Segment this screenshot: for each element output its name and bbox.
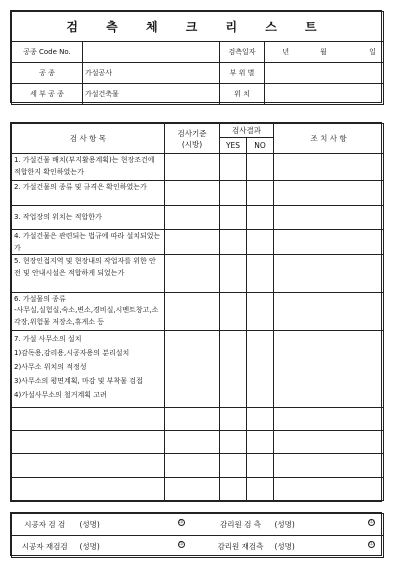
date-day-label: 일: [369, 48, 376, 56]
yes-cell[interactable]: [220, 205, 247, 229]
check-item: 1. 가설건물 배치(부지활용계획)는 현장조건에 적합한지 확인하였는가: [12, 154, 165, 180]
criteria-cell[interactable]: [165, 407, 220, 430]
seal-icon: 印: [178, 542, 184, 547]
contractor-reinspect-name[interactable]: [78, 536, 189, 558]
date-month-label: 월: [320, 48, 327, 56]
name-placeholder: (성명): [274, 520, 295, 529]
yes-cell[interactable]: [220, 431, 247, 454]
yes-cell[interactable]: [220, 255, 247, 292]
criteria-cell[interactable]: [165, 205, 220, 229]
yes-cell[interactable]: [220, 454, 247, 477]
action-cell[interactable]: [274, 407, 384, 430]
col-result-header: 검사결과: [220, 124, 274, 138]
table-row: [12, 292, 384, 330]
criteria-cell[interactable]: [165, 292, 220, 330]
document-title: 검 측 체 크 리 스 트: [12, 12, 384, 42]
table-row: [12, 407, 384, 430]
table-row: [12, 205, 384, 229]
no-cell[interactable]: [247, 292, 274, 330]
criteria-cell[interactable]: [165, 154, 220, 180]
seal-icon: 印: [369, 542, 374, 547]
name-placeholder: (성명): [79, 520, 100, 529]
signature-table: [11, 513, 384, 558]
check-item: 5. 현장인접지역 및 현장내의 작업자를 위한 안전 및 안내시설은 적합하게 되었는가: [12, 255, 165, 292]
yes-cell[interactable]: [220, 154, 247, 180]
criteria-cell[interactable]: [165, 454, 220, 477]
no-cell[interactable]: [247, 454, 274, 477]
supervisor-inspect-label: 감리원 검 측: [209, 514, 273, 536]
work-code-label: 공종 Code No.: [12, 42, 83, 63]
action-cell[interactable]: [274, 255, 384, 292]
checklist-table: [11, 123, 384, 501]
contractor-inspect-label: 시공자 검 검: [12, 514, 78, 536]
table-row: [12, 431, 384, 454]
yes-cell[interactable]: [220, 230, 247, 255]
criteria-cell[interactable]: [165, 180, 220, 205]
yes-cell[interactable]: [220, 407, 247, 430]
supervisor-inspect-name[interactable]: [273, 514, 384, 536]
yes-cell[interactable]: [220, 331, 247, 408]
spacer: [189, 536, 209, 558]
contractor-reinspect-label: 시공자 재검검: [12, 536, 78, 558]
work-type-label: 공 종: [12, 63, 83, 84]
supervisor-reinspect-label: 감리원 재검측: [209, 536, 273, 558]
yes-cell[interactable]: [220, 292, 247, 330]
table-row: [12, 454, 384, 477]
criteria-cell[interactable]: [165, 431, 220, 454]
header-section: [10, 10, 382, 103]
location-detail-value[interactable]: [265, 63, 384, 84]
yes-cell[interactable]: [220, 180, 247, 205]
check-item: 4. 가설건물은 관련되는 법규에 따라 설치되었는가: [12, 230, 165, 255]
col-no-header: NO: [247, 138, 274, 154]
check-item: [12, 454, 165, 477]
check-item: 3. 작업장의 위치는 적합한가: [12, 205, 165, 229]
action-cell[interactable]: [274, 477, 384, 500]
supervisor-reinspect-name[interactable]: [273, 536, 384, 558]
seal-icon: 印: [369, 520, 374, 525]
no-cell[interactable]: [247, 431, 274, 454]
work-type-value[interactable]: 가설공사: [83, 63, 220, 84]
action-cell[interactable]: [274, 205, 384, 229]
table-row: [12, 255, 384, 292]
check-item: [12, 407, 165, 430]
col-yes-header: YES: [220, 138, 247, 154]
col-action-header: 조 치 사 항: [274, 124, 384, 154]
checklist-section: [10, 122, 382, 502]
sub-work-label: 세 부 공 종: [12, 84, 83, 105]
action-cell[interactable]: [274, 230, 384, 255]
criteria-cell[interactable]: [165, 230, 220, 255]
check-item: [12, 477, 165, 500]
signature-section: [10, 512, 382, 556]
inspection-date-value[interactable]: [265, 42, 384, 63]
action-cell[interactable]: [274, 180, 384, 205]
col-items-header: 검 사 항 목: [12, 124, 165, 154]
col-criteria-header: 검사기준 (시방): [165, 124, 220, 154]
location-detail-label: 부 위 별: [220, 63, 265, 84]
seal-icon: 印: [178, 520, 184, 525]
sub-work-value[interactable]: 가설건축물: [83, 84, 220, 105]
criteria-cell[interactable]: [165, 255, 220, 292]
criteria-cell[interactable]: [165, 331, 220, 408]
criteria-cell[interactable]: [165, 477, 220, 500]
table-row: [12, 230, 384, 255]
work-code-value[interactable]: [83, 42, 220, 63]
action-cell[interactable]: [274, 454, 384, 477]
check-item: 2. 가설건물의 종류 및 규격은 확인하였는가: [12, 180, 165, 205]
check-item: [12, 431, 165, 454]
name-placeholder: (성명): [274, 542, 295, 551]
no-cell[interactable]: [247, 154, 274, 180]
no-cell[interactable]: [247, 180, 274, 205]
spacer: [189, 514, 209, 536]
header-table: [11, 11, 384, 105]
check-item: 7. 가설 사무소의 설치 1)감독용,감리용,시공자용의 분리설치 2)사무소 위치의 적정성 3)사무소의 평면계획, 마감 및 부착물 검접 4)가설사무소의 철거계획 고려: [12, 331, 165, 408]
action-cell[interactable]: [274, 331, 384, 408]
action-cell[interactable]: [274, 431, 384, 454]
yes-cell[interactable]: [220, 477, 247, 500]
action-cell[interactable]: [274, 154, 384, 180]
table-row: [12, 477, 384, 500]
no-cell[interactable]: [247, 205, 274, 229]
table-row: [12, 331, 384, 408]
table-row: [12, 180, 384, 205]
no-cell[interactable]: [247, 477, 274, 500]
no-cell[interactable]: [247, 407, 274, 430]
check-item: 6. 가설물의 종류 -사무실,실험실,숙소,변소,경비실,시멘트창고,소각장,위험물 저장소,휴게소 등: [12, 292, 165, 330]
date-year-label: 년: [282, 48, 290, 56]
no-cell[interactable]: [247, 255, 274, 292]
contractor-inspect-name[interactable]: [78, 514, 189, 536]
no-cell[interactable]: [247, 230, 274, 255]
table-row: [12, 154, 384, 180]
no-cell[interactable]: [247, 331, 274, 408]
action-cell[interactable]: [274, 292, 384, 330]
inspection-date-label: 검측일자: [220, 42, 265, 63]
name-placeholder: (성명): [79, 542, 100, 551]
position-label: 위 치: [220, 84, 265, 105]
position-value[interactable]: [265, 84, 384, 105]
